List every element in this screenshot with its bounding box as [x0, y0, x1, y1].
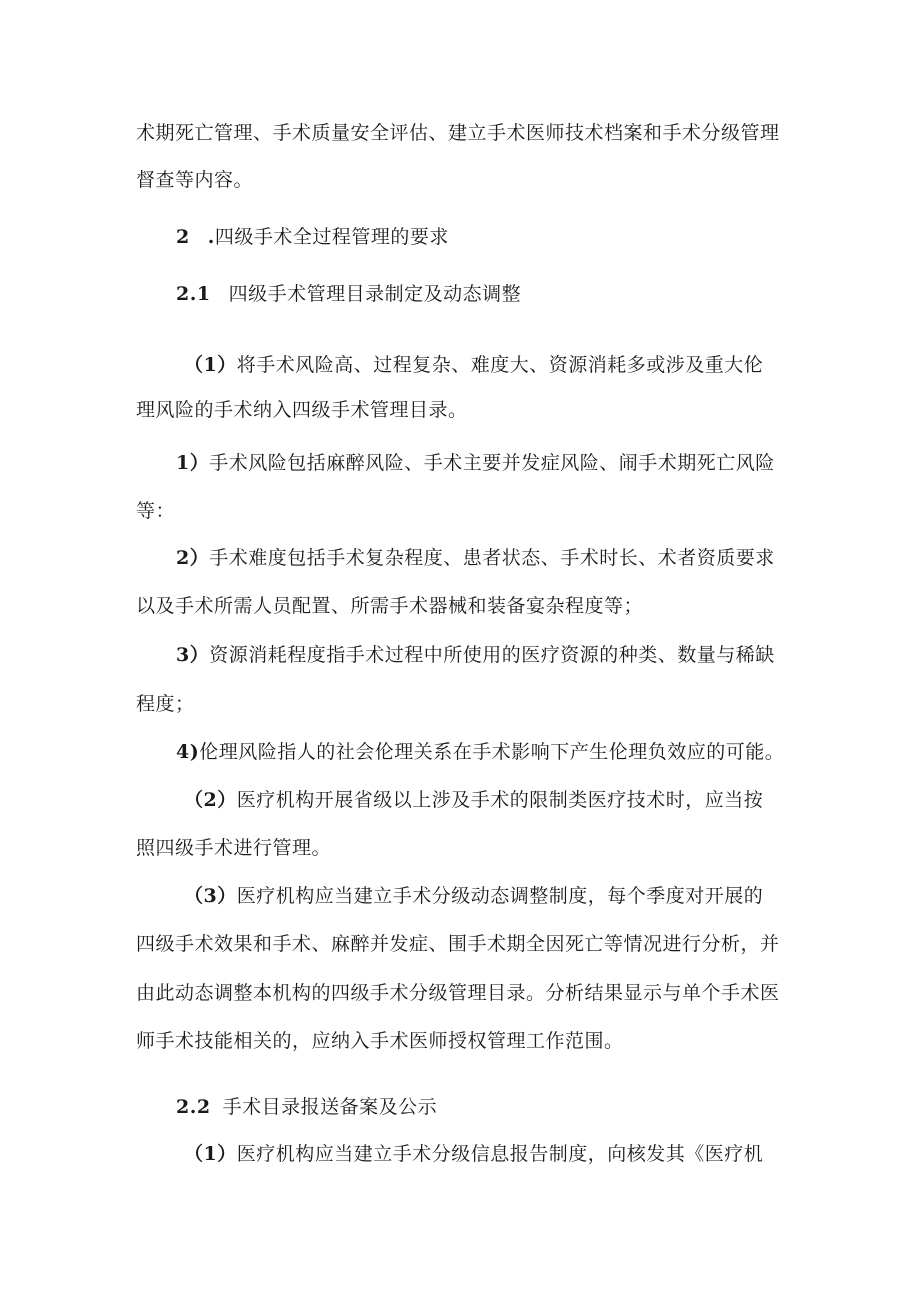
item-marker: 1） — [176, 452, 210, 474]
subitem-3-line-1 — [176, 643, 775, 667]
subitem-2-line-1 — [176, 546, 775, 570]
line-text: 等： — [136, 500, 176, 522]
line-text: 照四级手术进行管理。 — [136, 837, 332, 859]
subitem-2-line-2 — [136, 594, 643, 618]
section-heading-2 — [176, 225, 449, 249]
item-2-line-1 — [184, 788, 763, 812]
line-text: 督查等内容。 — [136, 169, 254, 191]
line-text: 以及手术所需人员配置、所需手术器械和装备宴杂程度等； — [136, 595, 644, 617]
paragraph-line-2 — [136, 168, 253, 192]
section-number: 2.1 — [176, 283, 211, 305]
section-number: 2.2 — [176, 1096, 211, 1118]
line-text: 手术风险包括麻醉风险、手术主要并发症风险、闹手术期死亡风险 — [209, 452, 775, 474]
line-text: 伦理风险指人的社会伦理关系在手术影响下产生伦理负效应的可能。 — [199, 741, 785, 763]
item-marker: 3） — [176, 644, 210, 666]
line-text: 医疗机构应当建立手术分级信息报告制度，向核发其《医疗机 — [236, 1143, 764, 1165]
line-text: 手术难度包括手术复杂程度、患者状态、手术时长、术者资质要求 — [209, 547, 775, 569]
item-marker: （3） — [184, 885, 237, 907]
item-1-line-1 — [184, 353, 763, 377]
line-text: 师手术技能相关的，应纳入手术医师授权管理工作范围。 — [136, 1030, 624, 1052]
line-text: 将手术风险高、过程复杂、难度大、资源消耗多或涉及重大伦 — [236, 354, 764, 376]
line-text: 医疗机构应当建立手术分级动态调整制度，每个季度对开展的 — [236, 885, 764, 907]
item-marker: 2） — [176, 547, 210, 569]
item-2-line-2 — [136, 836, 331, 860]
line-text: 医疗机构开展省级以上涉及手术的限制类医疗技术时，应当按 — [236, 789, 764, 811]
item-3-line-1 — [184, 884, 763, 908]
line-text: 程度； — [136, 693, 195, 715]
item-marker: （1） — [184, 1143, 237, 1165]
line-text: 术期死亡管理、手术质量安全评估、建立手术医师技术档案和手术分级管理 — [136, 122, 780, 144]
section-heading-2-1 — [176, 282, 521, 306]
paragraph-line-1 — [136, 121, 780, 145]
item-marker: 4) — [176, 741, 200, 763]
section-heading-2-2 — [176, 1095, 437, 1119]
line-text: 四级手术效果和手术、麻醉并发症、围手术期全因死亡等情况进行分析，并 — [136, 933, 780, 955]
line-text: 资源消耗程度指手术过程中所使用的医疗资源的种类、数量与稀缺 — [209, 644, 775, 666]
item-marker: （1） — [184, 354, 237, 376]
line-text: 由此动态调整本机构的四级手术分级管理目录。分析结果显示与单个手术医 — [136, 982, 780, 1004]
item-3-line-3 — [136, 981, 780, 1005]
subitem-3-line-2 — [136, 692, 195, 716]
section-dot: . — [207, 226, 215, 248]
section-title: 四级手术全过程管理的要求 — [214, 226, 449, 248]
section-title: 手术目录报送备案及公示 — [222, 1096, 438, 1118]
item-3-line-2 — [136, 932, 780, 956]
item-marker: （2） — [184, 789, 237, 811]
line-text: 理风险的手术纳入四级手术管理目录。 — [136, 399, 468, 421]
section-number: 2 — [176, 226, 190, 248]
subitem-1-line-2 — [136, 499, 175, 523]
subitem-1-line-1 — [176, 451, 775, 475]
subitem-4-line-1 — [176, 740, 784, 764]
item-4-line-1 — [184, 1142, 763, 1166]
item-3-line-4 — [136, 1029, 624, 1053]
section-title: 四级手术管理目录制定及动态调整 — [228, 283, 522, 305]
item-1-line-2 — [136, 398, 468, 422]
